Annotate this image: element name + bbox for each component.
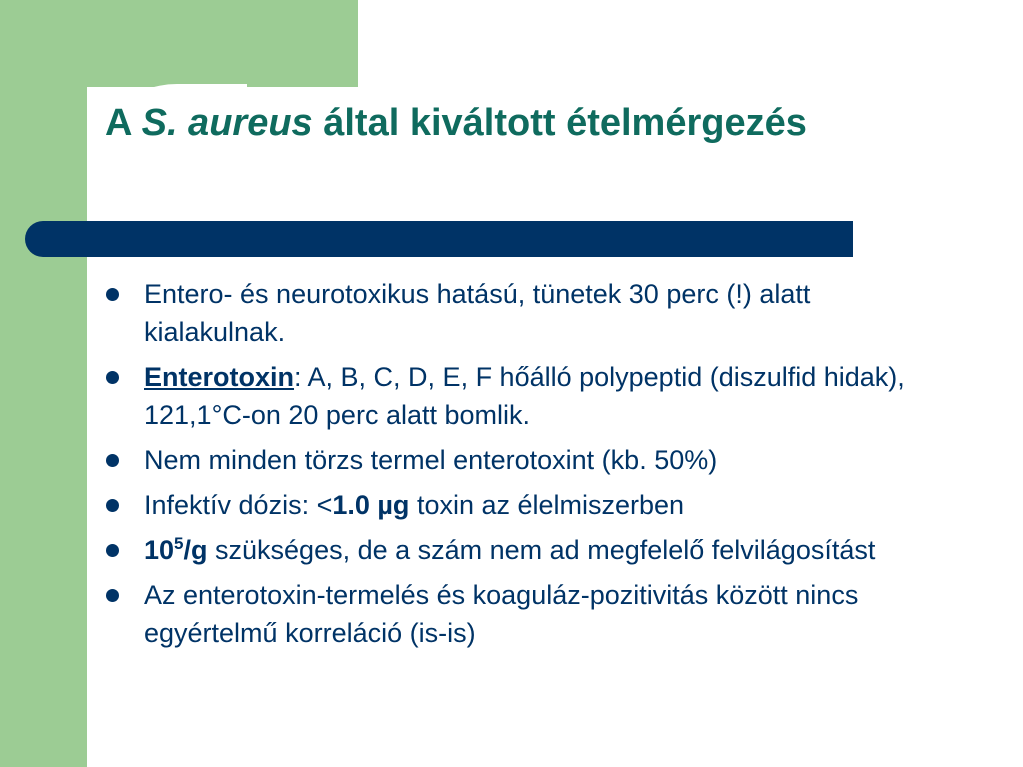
bullet-item-3 bbox=[100, 441, 930, 479]
bullet-item-2 bbox=[100, 358, 930, 434]
bullet-item-4 bbox=[100, 486, 930, 524]
count-unit: /g bbox=[183, 535, 208, 565]
bullet-dot-icon bbox=[106, 371, 119, 384]
bullet-item-1 bbox=[100, 275, 930, 351]
count-exponent: 5 bbox=[174, 534, 184, 553]
title-species: S. aureus bbox=[141, 102, 313, 144]
title-prefix: A bbox=[105, 102, 142, 144]
bullet-dot-icon bbox=[106, 544, 119, 557]
bullet-text-pre: Infektív dózis: < bbox=[144, 490, 333, 520]
slide-title bbox=[105, 100, 865, 146]
bullet-dot-icon bbox=[106, 454, 119, 467]
count-base: 10 bbox=[144, 535, 175, 565]
bullet-text-post: toxin az élelmiszerben bbox=[409, 490, 685, 520]
bullet-text: Entero- és neurotoxikus hatású, tünetek 30 perc (!) alatt kialakulnak. bbox=[144, 279, 811, 347]
title-rest: által kiváltott ételmérgezés bbox=[312, 102, 807, 144]
bullet-text: : A, B, C, D, E, F hőálló polypeptid (diszulfid hidak), 121,1°C-on 20 perc alatt bomlik. bbox=[144, 362, 905, 430]
enterotoxin-term: Enterotoxin bbox=[144, 362, 295, 392]
dose-value: 1.0 µg bbox=[332, 490, 410, 520]
green-side-band bbox=[0, 0, 87, 767]
bullet-text: Az enterotoxin-termelés és koaguláz-pozitivitás között nincs egyértelmű korreláció (is-is) bbox=[144, 580, 859, 648]
bullet-dot-icon bbox=[106, 288, 119, 301]
bullet-text: szükséges, de a szám nem ad megfelelő felvilágosítást bbox=[207, 535, 876, 565]
bullet-list bbox=[100, 275, 930, 659]
bullet-text: Nem minden törzs termel enterotoxint (kb. 50%) bbox=[144, 445, 718, 475]
bullet-dot-icon bbox=[106, 589, 119, 602]
bullet-item-6 bbox=[100, 576, 930, 652]
green-corner-band bbox=[87, 0, 358, 87]
bullet-item-5 bbox=[100, 531, 930, 569]
title-divider-bar bbox=[25, 221, 853, 257]
bullet-dot-icon bbox=[106, 499, 119, 512]
